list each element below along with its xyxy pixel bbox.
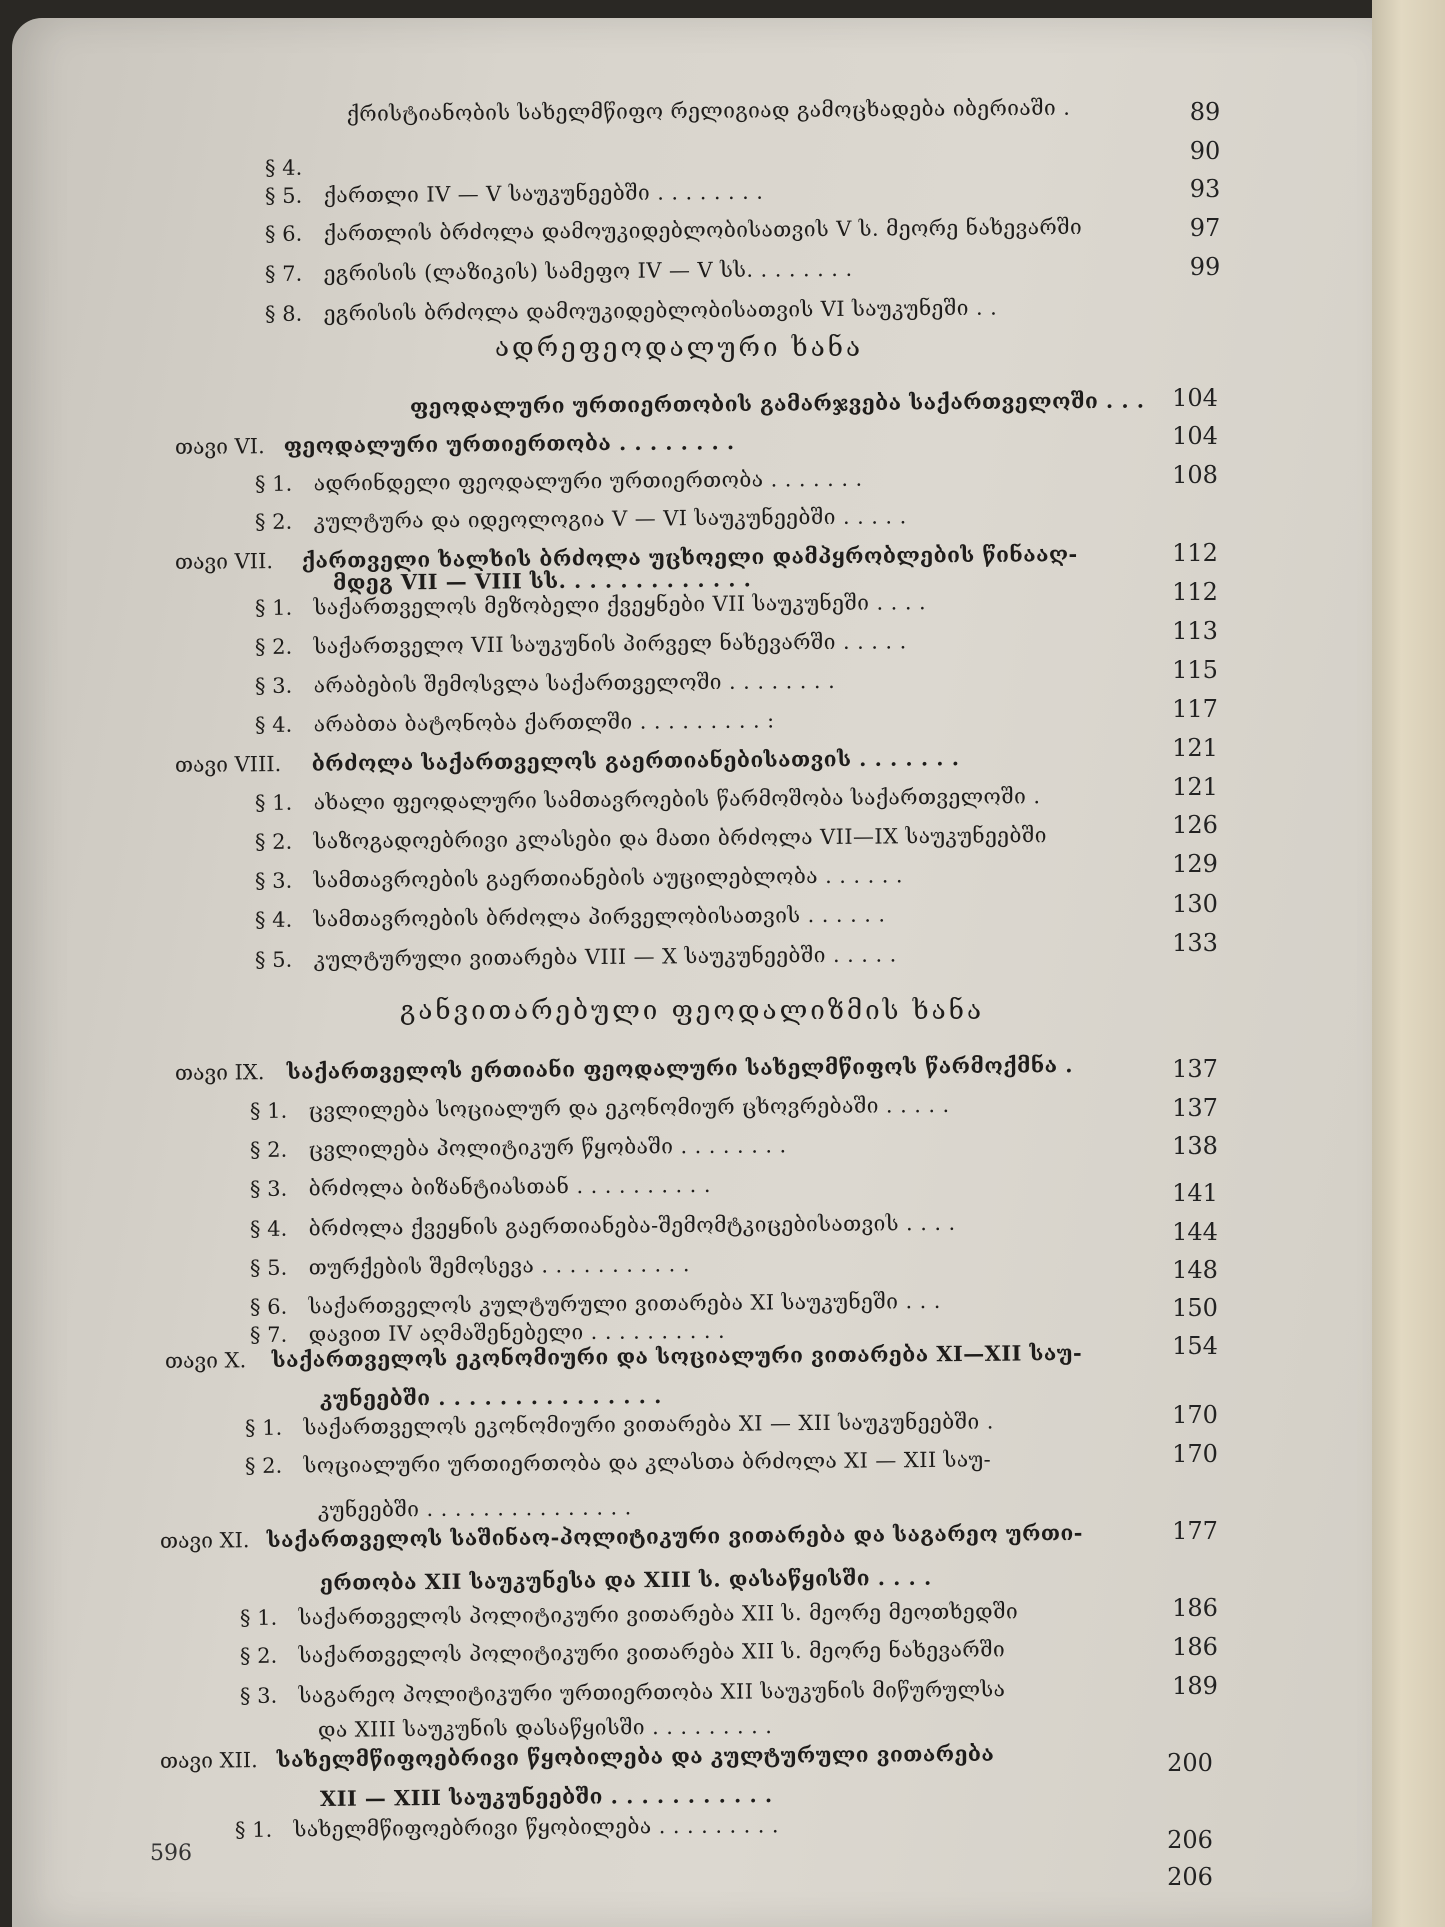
toc-entry-label: § 4. [254,712,293,737]
toc-entry-label: § 3. [249,1176,288,1201]
toc-entry [249,1288,941,1319]
toc-entry-text: საქართველოს მეზობელი ქვეყნები VII საუკუნეში . . . . [313,590,927,620]
toc-entry-text: ერთობა XII საუკუნესა და XIII ს. დასაწყისში . . . . [319,1564,932,1595]
toc-entry-text: თურქების შემოსევა . . . . . . . . . . . [308,1252,690,1280]
toc-entry-label: თავი VII. [174,549,274,574]
toc-entry-label: თავი XII. [159,1748,258,1773]
toc-entry [254,668,836,698]
toc-entry-label: § 1. [244,1415,283,1440]
toc-entry-label: § 2. [239,1643,278,1668]
page-number: 596 [150,1841,192,1866]
toc-entry [340,95,1071,126]
page-ref: 206 [1167,1826,1213,1854]
toc-entry-text: ბრძოლა ქვეყნის გაერთიანება-შემომტკიცებისათვის . . . . [308,1210,956,1241]
page-ref: 93 [1189,175,1221,203]
toc-entry-label: § 5. [249,1255,288,1280]
toc-entry [264,155,317,180]
toc-entry-label: § 3. [239,1683,278,1708]
toc-entry-text: სახელმწიფოებრივი წყობილება . . . . . . . . . [293,1813,780,1842]
toc-entry [249,1210,956,1241]
page-ref: 126 [1172,811,1218,839]
page-ref: 186 [1172,1633,1218,1661]
toc-entry-label: § 5. [264,183,303,208]
page-ref: 121 [1172,734,1218,762]
toc-entry-text: საქართველოს ერთიანი ფეოდალური სახელმწიფოს წარმოქმნა . [286,1052,1074,1085]
toc-entry-text: საზოგადოებრივი კლასები და მათი ბრძოლა VII—IX საუკუნეებში [313,823,1047,854]
toc-entry-label: § 1. [254,790,293,815]
toc-entry-label: § 2. [249,1137,288,1162]
toc-entry-text: არაბთა ბატონობა ქართლში . . . . . . . . . : [313,708,775,737]
toc-entry-label: § 1. [254,471,293,496]
page-ref: 130 [1172,890,1218,918]
toc-entry [255,631,907,658]
toc-entry-text: ქართლის ბრძოლა დამოუკიდებლობისათვის V ს. მეორე ნახევარში [323,214,1083,246]
toc-entry [264,295,998,326]
toc-entry [249,1092,950,1123]
toc-entry-text: ეგრისის (ლაზიკის) სამეფო IV — V სს. . . . . . . . [323,256,853,286]
page-ref: 206 [1167,1863,1213,1891]
toc-entry [333,568,752,594]
toc-entry-label: § 2. [254,829,293,854]
toc-entry [318,1497,632,1521]
toc-entry-text: კუნეებში . . . . . . . . . . . . . . . [319,1383,662,1411]
toc-entry [235,1815,779,1841]
toc-entry [264,179,764,208]
toc-entry [320,1784,773,1810]
toc-entry-text: კულტურა და იდეოლოგია V — VI საუკუნეებში . . . . . [313,504,907,534]
toc-entry-label: § 6. [264,221,303,246]
toc-entry-label: § 1. [234,1817,273,1842]
toc-entry-text: სოციალური ურთიერთობა და კლასთა ბრძოლა XI — XII საუ- [303,1447,992,1478]
page-ref: 104 [1172,422,1218,450]
toc-entry [175,1054,1073,1084]
toc-entry [254,466,863,496]
toc-entry-label: თავი VIII. [174,752,282,777]
page-ref: 112 [1172,539,1218,567]
toc-entry [255,592,926,619]
toc-entry-label: § 3. [254,868,293,893]
page-ref: 112 [1172,578,1218,606]
page-ref: 138 [1172,1132,1218,1160]
toc-entry [245,1411,994,1439]
toc-entry [240,1639,1005,1667]
toc-entry-label: თავი X. [164,1348,247,1373]
toc-entry [159,1740,995,1773]
page-ref: 115 [1172,656,1218,684]
toc-entry-text: ბრძოლა საქართველოს გაერთიანებისათვის . . . . . . . [311,745,960,776]
page-ref: 200 [1167,1749,1213,1777]
toc-entry-text: ქართველი ხალხის ბრძოლა უცხოელი დამპყრობლების წინააღ- [301,541,1078,573]
toc-entry-text: საქართველოს საშინაო-პოლიტიკური ვითარება და საგარეო ურთი- [266,1519,1083,1553]
page-ref: 121 [1172,773,1218,801]
page-ref: 137 [1172,1094,1218,1122]
toc-entry [250,1254,690,1279]
toc-entry-label: თავი VI. [174,434,265,459]
toc-entry [255,825,1047,853]
section-title: განვითარებული ფეოდალიზმის ხანა [400,996,984,1026]
toc-entry [159,1519,1083,1553]
toc-entry [255,865,903,892]
toc-entry-label: § 2. [254,634,293,659]
toc-entry-label: თავი XI. [159,1528,250,1553]
toc-entry-label: § 7. [264,261,303,286]
toc-entry-text: XII — XIII საუკუნეებში . . . . . . . . . . . [319,1782,773,1811]
toc-entry-text: ცვლილება პოლიტიკურ წყობაში . . . . . . . . [308,1133,787,1162]
toc-entry-label: § 1. [249,1098,288,1123]
page-ref: 170 [1172,1401,1218,1429]
toc-entry [318,1716,773,1741]
section-title: ადრეფეოდალური ხანა [495,333,864,363]
toc-entry-text: საქართველოს პოლიტიკური ვითარება XII ს. მეორე ნახევარში [298,1637,1006,1668]
toc-entry-label: § 1. [254,595,293,620]
toc-entry [175,747,960,776]
toc-entry-text: ადრინდელი ფეოდალური ურთიერთობა . . . . . . . [313,466,863,496]
page-ref: 117 [1172,695,1218,723]
toc-entry-text: სამთავროების ბრძოლა პირველობისათვის . . . . . . [313,902,886,932]
toc-entry-label: § 8. [264,301,303,326]
toc-entry-text: და XIII საუკუნის დასაწყისში . . . . . . . . . [317,1714,773,1742]
toc-entry-label: § 6. [249,1294,288,1319]
toc-entry-text: საქართველოს ეკონომიური ვითარება XI — XII საუკუნეებში . [303,1409,994,1440]
toc-entry-text: არაბების შემოსვლა საქართველოში . . . . . . . . [313,668,836,698]
toc-entry-label: § 7. [249,1322,288,1347]
page-ref: 189 [1172,1672,1218,1700]
page-ref: 113 [1172,617,1218,645]
page-ref: 154 [1172,1332,1218,1360]
page-ref: 90 [1189,137,1221,165]
page-ref: 186 [1172,1594,1218,1622]
toc-entry-label: § 1. [239,1605,278,1630]
toc-entry [175,431,735,458]
page-ref: 108 [1172,461,1218,489]
toc-entry [250,1135,787,1161]
toc-entry [255,944,897,971]
toc-entry [255,710,775,736]
toc-entry-text: ქრისტიანობის სახელმწიფო რელიგიად გამოცხადება იბერიაში . [346,95,1071,126]
toc-entry-text: საქართველოს ეკონომიური და სოციალური ვითარება XI—XII საუ- [271,1339,1083,1373]
toc-entry-text: ახალი ფეოდალური სამთავროების წარმოშობა საქართველოში . [313,784,1041,815]
toc-entry-label: § 4. [254,907,293,932]
page-ref: 97 [1189,214,1221,242]
toc-entry [249,1318,726,1347]
toc-entry [255,904,886,931]
page-ref: 144 [1172,1218,1218,1246]
page-ref: 148 [1172,1256,1218,1284]
toc-entry [320,1385,662,1410]
toc-entry-label: § 5. [254,947,293,972]
toc-entry [240,1679,1006,1707]
toc-entry [255,786,1041,814]
toc-entry [255,506,907,533]
toc-entry-text: სახელმწიფოებრივი წყობილება და კულტურული ვითარება [276,1740,995,1772]
toc-entry-text: საქართველოს პოლიტიკური ვითარება XII ს. მეორე მეოთხედში [298,1599,1019,1630]
page-ref: 99 [1189,253,1221,281]
toc-entry-label: § 2. [254,509,293,534]
toc-entry-label: § 3. [254,673,293,698]
toc-entry [264,256,853,286]
toc-entry-text: ფეოდალური ურთიერთობის გამარჯვება საქართველოში . . . [409,387,1145,419]
toc-entry [249,1172,711,1201]
toc-entry-text: საქართველოს კულტურული ვითარება XI საუკუნეში . . . [308,1288,941,1319]
toc-entry-text: ბრძოლა ბიზანტიასთან . . . . . . . . . . [308,1172,711,1201]
toc-entry [409,387,1145,419]
toc-entry-text: საგარეო პოლიტიკური ურთიერთობა XII საუკუნის მიწურულსა [298,1677,1006,1708]
toc-entry-text: კუნეებში . . . . . . . . . . . . . . . [317,1495,632,1522]
page-ref: 89 [1189,98,1221,126]
page-ref: 150 [1172,1294,1218,1322]
toc-entry [319,1564,932,1595]
toc-entry-text: ეგრისის ბრძოლა დამოუკიდებლობისათვის VI საუკუნეში . . [323,295,998,326]
toc-entry-text: ფეოდალური ურთიერთობა . . . . . . . . [283,429,735,459]
toc-entry-label: თავი IX. [174,1060,265,1085]
page-ref: 177 [1172,1517,1218,1545]
page-ref: 141 [1172,1179,1218,1207]
page-ref: 170 [1172,1440,1218,1468]
toc-entry-text: დავით IV აღმაშენებელი . . . . . . . . . . [308,1318,726,1347]
page-ref: 133 [1172,929,1218,957]
toc-entry-text: ქართლი IV — V საუკუნეებში . . . . . . . . [323,179,764,208]
toc-entry-text: კულტურული ვითარება VIII — X საუკუნეებში . . . . . [313,942,897,972]
toc-entry-text: მდეგ VII — VIII სს. . . . . . . . . . . . . [332,566,752,595]
toc-entry-label: § 4. [264,155,303,180]
toc-entry-text: საქართველო VII საუკუნის პირველ ნახევარში . . . . . [313,629,907,659]
toc-entry [164,1339,1083,1373]
toc-entry [245,1449,991,1477]
toc-entry [264,214,1083,246]
toc-entry-text: ცვლილება სოციალურ და ეკონომიურ ცხოვრებაში . . . . . [308,1092,950,1123]
toc-entry-label: § 4. [249,1216,288,1241]
page-ref: 129 [1172,850,1218,878]
page-ref: 104 [1172,384,1218,412]
toc-entry-text: სამთავროების გაერთიანების აუცილებლობა . . . . . . [313,863,904,893]
page-ref: 137 [1172,1055,1218,1083]
toc-entry [240,1601,1018,1629]
toc-entry-label: § 2. [244,1453,283,1478]
